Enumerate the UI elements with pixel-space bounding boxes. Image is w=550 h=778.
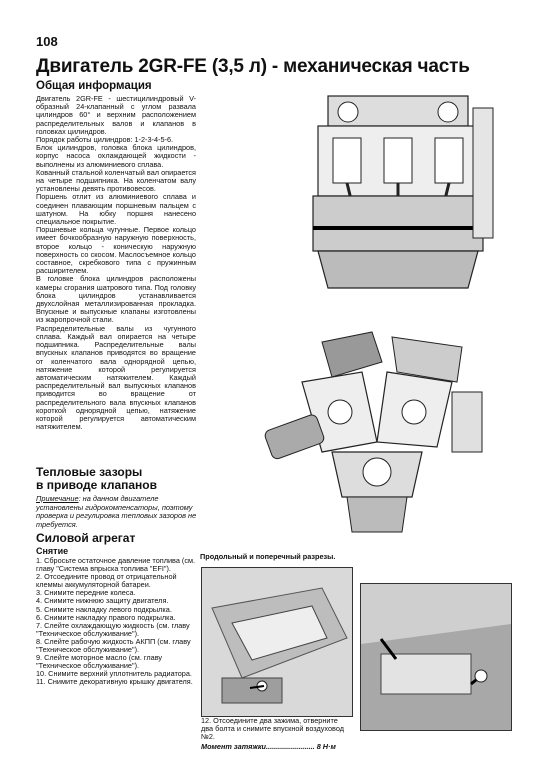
step-item: 6. Снимите накладку правого подкрылка. — [36, 612, 176, 622]
step-item: 9. Слейте моторное масло (см. главу "Техническое обслуживание"). — [36, 653, 163, 671]
general-section — [36, 80, 196, 431]
note-text: : на данном двигателе установлены гидрокомпенсаторы, поэтому проверка и регулировка тепловых зазоров не требуется. — [36, 494, 197, 529]
engine-longitudinal-section-illustration — [298, 88, 498, 298]
step-item: 8. Слейте рабочую жидкость АКПП (см. главу "Техническое обслуживание"). — [36, 636, 191, 655]
power-unit-heading: Силовой агрегат — [36, 531, 136, 545]
intake-duct-photo — [360, 583, 512, 731]
general-paragraph: Двигатель 2GR-FE - шестицилиндровый V-образный 24-клапанный с углом развала цилиндров 60° и верхним расположением распределительных валов и клапанов в головках цилиндров. — [36, 94, 196, 136]
power-unit-section — [36, 532, 198, 687]
general-paragraph: Поршневые кольца чугунные. Первое кольцо имеет бочкообразную наружную поверхность, второе кольцо - коническую наружную поверхность со скосом. Маслосъемное кольцо составное, скребкового типа с пружинным расширителем. — [36, 225, 196, 276]
page-number: 108 — [36, 34, 58, 49]
step-item: 10. Снимите верхний уплотнитель радиатора. — [36, 669, 192, 679]
engine-cover-photo — [201, 567, 353, 717]
general-paragraph: Поршень отлит из алюминиевого сплава и соединен плавающим поршневым пальцем с шатуном. На юбку поршня нанесено специальное покрытие. — [36, 192, 196, 227]
step-item: 7. Слейте охлаждающую жидкость (см. главу "Техническое обслуживание"). — [36, 620, 190, 638]
step-item: 11. Снимите декоративную крышку двигателя. — [36, 677, 193, 687]
valve-heading-line1: Тепловые зазоры — [36, 465, 143, 479]
step-item: 5. Снимите накладку левого подкрылка. — [36, 604, 172, 614]
general-paragraph: Кованный стальной коленчатый вал опирается на четыре подшипника. На коленчатом валу установлены девять противовесов. — [36, 167, 196, 194]
general-paragraph: В головке блока цилиндров расположены камеры сгорания шатрового типа. Под головку блока цилиндров устанавливается двухслойная металлизированная прокладка. Впускные и выпускные клапаны изготовлены из жаропрочной стали. — [36, 274, 196, 325]
valve-heading-line2: в приводе клапанов — [36, 478, 158, 492]
removal-steps — [36, 557, 198, 687]
general-paragraph: Порядок работы цилиндров: 1-2-3-4-5-6. — [36, 135, 174, 145]
general-paragraph: Блок цилиндров, головка блока цилиндров, корпус насоса охлаждающей жидкости - выполнены из алюминиевого сплава. — [36, 143, 196, 169]
chapter-title: Двигатель 2GR-FE (3,5 л) - механическая часть — [36, 56, 470, 77]
engine-transverse-section-illustration — [262, 322, 494, 540]
step-12: 12. Отсоедините два зажима, отверните два болта и снимите впускной воздуховод №2. — [201, 716, 344, 742]
step-item: 1. Сбросьте остаточное давление топлива (см. главу "Система впрыска топлива "EFI"). — [36, 556, 196, 574]
valve-note — [36, 495, 198, 529]
removal-subheading: Снятие — [36, 546, 69, 556]
note-label: Примечание — [36, 494, 79, 503]
general-heading: Общая информация — [36, 80, 152, 92]
step-item: 3. Снимите передние колеса. — [36, 588, 136, 598]
step-item: 2. Отсоедините провод от отрицательной клеммы аккумуляторной батареи. — [36, 572, 177, 590]
step-item: 4. Снимите нижнюю защиту двигателя. — [36, 596, 169, 606]
general-paragraph: Распределительные валы из чугунного сплава. Каждый вал опирается на четыре подшипника. Распределительные валы впускных клапанов приводятся во вращение от коленчатого вала однорядной цепью, натяжение которой регулируется автоматическим натяжителем. Каждый распределительный вал выпускных клапанов приводится во вращение от распределительного вала впускных клапанов короткой однорядной цепью, натяжение которой регулируется автоматическим натяжителем. — [36, 323, 196, 432]
figure-caption: Продольный и поперечный разрезы. — [200, 552, 336, 561]
torque-spec: Момент затяжки........................ 8 Н·м — [201, 742, 336, 751]
valve-clearance-section — [36, 466, 198, 529]
valve-clearance-heading — [36, 466, 198, 492]
